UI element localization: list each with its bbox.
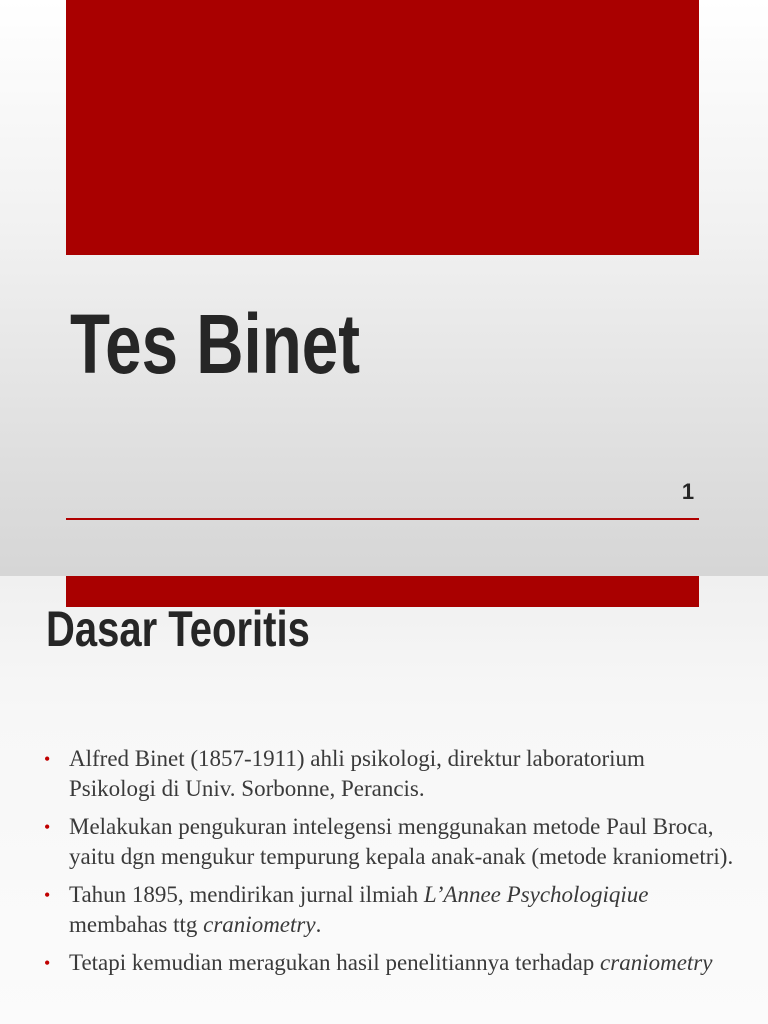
bullet-item bbox=[44, 744, 734, 804]
bullet-icon: • bbox=[44, 953, 51, 973]
journal-name: L’Annee Psychologiqiue bbox=[423, 882, 649, 907]
bullet-text: Tetapi kemudian meragukan hasil penelitiannya terhadap bbox=[69, 950, 601, 975]
bullet-text: . bbox=[315, 912, 322, 937]
bullet-icon: • bbox=[44, 817, 51, 837]
bullet-item bbox=[44, 948, 734, 978]
bullet-icon: • bbox=[44, 885, 51, 905]
content-slide bbox=[0, 576, 768, 1024]
red-header-block bbox=[66, 0, 699, 255]
slide-number: 1 bbox=[681, 479, 695, 504]
bullet-icon: • bbox=[44, 749, 51, 769]
bullet-text: Alfred Binet (1857-1911) ahli psikologi, direktur laboratorium Psikologi di Univ. Sorbonne, Perancis. bbox=[69, 746, 645, 801]
bullet-text: Tahun 1895, mendirikan jurnal ilmiah bbox=[69, 882, 424, 907]
slide-title: Dasar Teoritis bbox=[46, 601, 310, 657]
bullet-text: Melakukan pengukuran intelegensi menggunakan metode Paul Broca, yaitu dgn mengukur tempurung kepala anak-anak (metode kraniometri). bbox=[69, 814, 734, 869]
topic-term: craniometry bbox=[203, 912, 316, 937]
bullet-item bbox=[44, 812, 734, 872]
slide-title: Tes Binet bbox=[70, 297, 361, 391]
red-divider-line bbox=[66, 518, 699, 520]
bullet-text: membahas ttg bbox=[69, 912, 204, 937]
topic-term: craniometry bbox=[600, 950, 713, 975]
bullet-list bbox=[44, 744, 734, 986]
bullet-item bbox=[44, 880, 734, 940]
